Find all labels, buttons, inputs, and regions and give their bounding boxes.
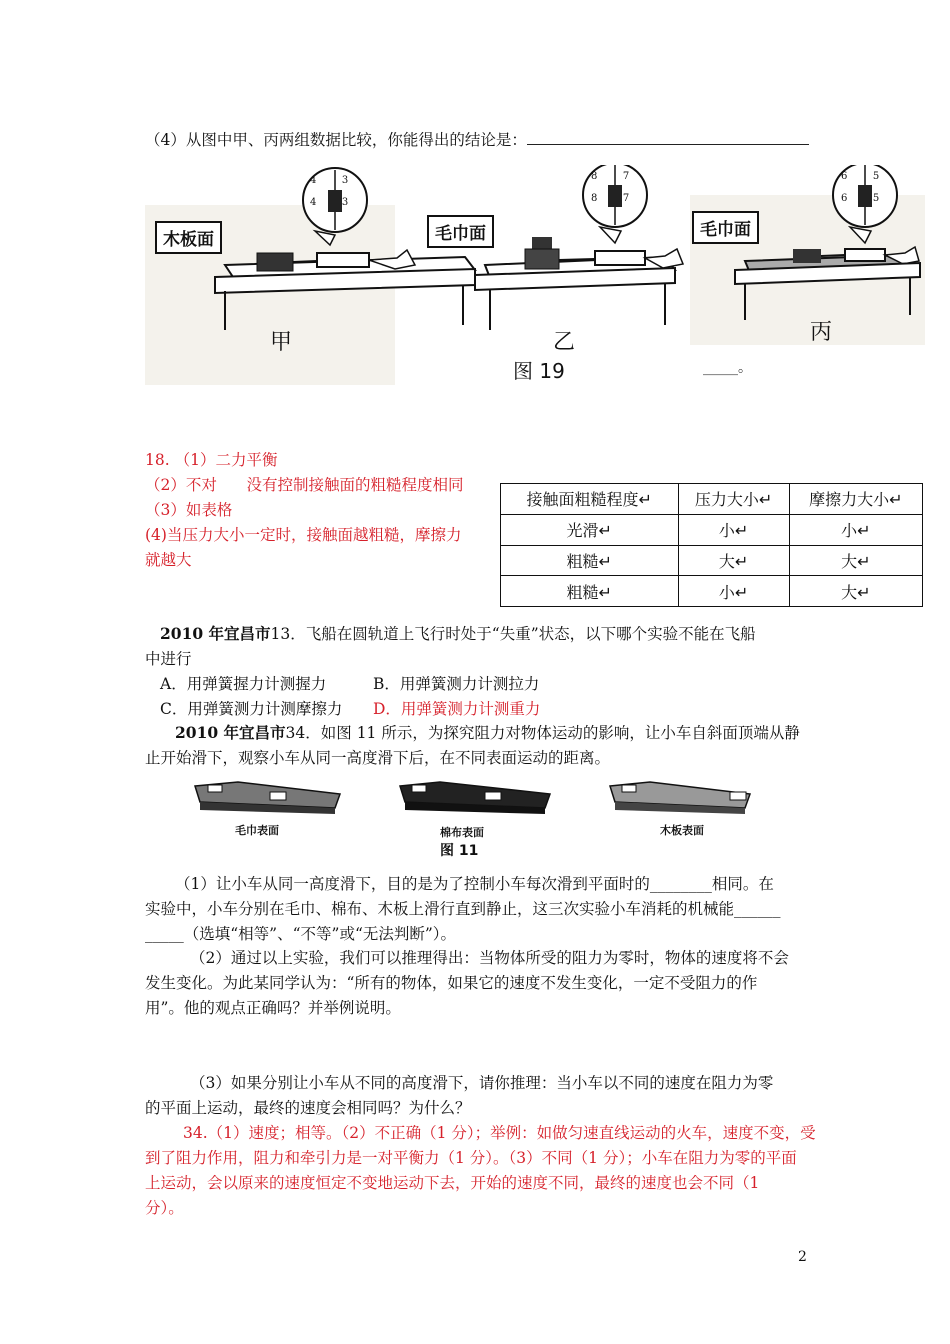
- answer-34-line4: 分）。: [145, 1199, 184, 1217]
- answer-blank: [527, 128, 809, 145]
- panel-b-apparatus: [475, 165, 683, 330]
- panel-c-label: 丙: [810, 320, 833, 345]
- question-13-source: 2010 年宜昌市: [160, 624, 271, 643]
- dial-b-numbers: 8 7 8 7: [591, 171, 630, 204]
- figure-19: [145, 165, 925, 390]
- figure-11-caption: 图 11: [440, 843, 479, 859]
- table-cell: 小↵: [678, 514, 789, 545]
- table-cell: 小↵: [789, 514, 922, 545]
- answer-18-line1: 18. （1）二力平衡: [145, 451, 278, 469]
- panel-b-label: 乙: [553, 330, 576, 355]
- table-cell: 大↵: [789, 576, 922, 607]
- question-4-text: （4）从图中甲、丙两组数据比较，你能得出的结论是：: [145, 131, 527, 149]
- board-surface-caption: 木板表面: [660, 824, 704, 837]
- option-c: C．用弹簧测力计测摩擦力: [160, 700, 343, 718]
- roughness-table: [500, 483, 923, 607]
- dial-a-numbers: 4 3 4 3: [310, 175, 349, 208]
- q34-part1-line1: （1）让小车从同一高度滑下，目的是为了控制小车每次滑到平面时的________相同。在: [175, 875, 774, 893]
- table-header-cell: 摩擦力大小↵: [789, 484, 922, 515]
- figure-11: [190, 772, 770, 862]
- q34-part1-line2: 实验中，小车分别在毛巾、棉布、木板上滑行直到静止，这三次实验小车消耗的机械能______: [145, 900, 781, 918]
- answer-18-line4: (4)当压力大小一定时，接触面越粗糙，摩擦力: [145, 526, 462, 544]
- answer-34-line1: 34.（1）速度；相等。（2）不正确（1 分）；举例：如做匀速直线运动的火车，速度不变，受: [183, 1124, 816, 1142]
- option-a: A．用弹簧握力计测握力: [160, 675, 327, 693]
- table-row: [501, 576, 923, 607]
- q34-part3-line2: 的平面上运动，最终的速度会相同吗？为什么？: [145, 1099, 471, 1117]
- table-row: [501, 545, 923, 576]
- question-13-line1: 2010 年宜昌市13．飞船在圆轨道上飞行时处于“失重”状态，以下哪个实验不能在飞船: [160, 624, 756, 643]
- figure-19-caption: 图 19: [513, 359, 565, 383]
- q34-part1-line3: _____（选填“相等”、“不等”或“无法判断”）。: [145, 925, 457, 943]
- towel-surface-label-c: 毛巾面: [692, 211, 759, 244]
- option-b: B．用弹簧测力计测拉力: [373, 675, 540, 693]
- panel-c-apparatus: [690, 165, 925, 345]
- answer-34-line3: 上运动，会以原来的速度恒定不变地运动下去，开始的速度不同，最终的速度也会不同（1: [145, 1174, 760, 1192]
- table-header-cell: 压力大小↵: [678, 484, 789, 515]
- page-number: 2: [798, 1249, 807, 1265]
- dial-c-numbers: 6 5 6 5: [841, 171, 880, 204]
- panel-a-label: 甲: [270, 330, 293, 355]
- figure-11-drawing: [190, 772, 770, 862]
- table-cell: 光滑↵: [501, 514, 679, 545]
- table-cell: 粗糙↵: [501, 545, 679, 576]
- table-cell: 小↵: [678, 576, 789, 607]
- table-header-row: [501, 484, 923, 515]
- question-34-line2: 止开始滑下，观察小车从同一高度滑下后，在不同表面运动的距离。: [145, 749, 611, 767]
- q34-part2-line3: 用”。他的观点正确吗？并举例说明。: [145, 999, 401, 1017]
- answer-18-line5: 就越大: [145, 551, 192, 569]
- table-header-cell: 接触面粗糙程度↵: [501, 484, 679, 515]
- question-34-source: 2010 年宜昌市: [175, 723, 286, 742]
- table-cell: 大↵: [789, 545, 922, 576]
- question-34-line1: 2010 年宜昌市34．如图 11 所示，为探究阻力对物体运动的影响，让小车自斜面顶端从静: [175, 723, 800, 742]
- ramp-board: [610, 782, 750, 814]
- answer-18-line3: （3）如表格: [145, 501, 233, 519]
- towel-surface-caption: 毛巾表面: [235, 824, 279, 837]
- table-row: [501, 514, 923, 545]
- board-surface-label: 木板面: [155, 221, 222, 254]
- ramp-cotton: [400, 782, 550, 814]
- q34-part3-line1: （3）如果分别让小车从不同的高度滑下，请你推理：当小车以不同的速度在阻力为零: [190, 1074, 774, 1092]
- question-13-line2: 中进行: [145, 650, 192, 668]
- cotton-surface-caption: 棉布表面: [440, 826, 484, 839]
- table-cell: 粗糙↵: [501, 576, 679, 607]
- answer-34-line2: 到了阻力作用，阻力和牵引力是一对平衡力（1 分）。（3）不同（1 分）；小车在阻力为零的平面: [145, 1149, 797, 1167]
- q34-part2-line1: （2）通过以上实验，我们可以推理得出：当物体所受的阻力为零时，物体的速度将不会: [190, 949, 789, 967]
- q34-part2-line2: 发生变化。为此某同学认为：“所有的物体，如果它的速度不发生变化，一定不受阻力的作: [145, 974, 758, 992]
- figure-19-trailing-blank: _____。: [703, 360, 752, 376]
- table-cell: 大↵: [678, 545, 789, 576]
- ramp-towel: [195, 782, 340, 814]
- towel-surface-label-b: 毛巾面: [427, 215, 494, 248]
- answer-18-line2: （2）不对 没有控制接触面的粗糙程度相同: [145, 476, 464, 494]
- question-4-line: [145, 128, 809, 151]
- option-d-answer: D．用弹簧测力计测重力: [373, 700, 541, 718]
